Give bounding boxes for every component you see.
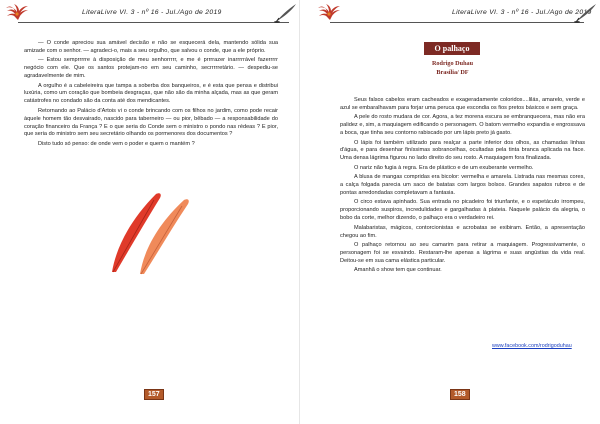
- phoenix-logo-icon: [316, 2, 342, 24]
- running-header: LiteraLivre VI. 3 - nº 16 - Jul./Ago de 2019: [452, 9, 592, 16]
- phoenix-logo-icon: [4, 2, 30, 24]
- paragraph: — Estou semprrrrre à disposição de meu senhorrrrr, e me é prrrrazer inarrrrrável fazerrrrr negócio com ele. Que os santos protejam-no em seu caminho, secrrrrretário. — despediu-se agradavelmente de mim.: [24, 57, 278, 80]
- paragraph: Malabaristas, mágicos, contorcionistas e acrobatas se exibiram. Então, a apresentação chegou ao fim.: [340, 224, 585, 239]
- quill-pen-icon: [272, 2, 298, 24]
- story-title: O palhaço: [424, 42, 480, 55]
- feathers-illustration-icon: [104, 188, 196, 276]
- left-body-text: [24, 40, 278, 150]
- paragraph: Seus falsos cabelos eram cacheados e exageradamente coloridos....lilás, amarelo, verde e azul se embaralhavam para forjar uma peruca que escondia os fios pretos básicos e sem graça.: [340, 97, 585, 111]
- paragraph: A orgulho é a cabeleireira que tampa a soberba dos banqueiros, e é esta que pensa e distribui luxúria, como um coração que bombeia desgraças, que não são da minha alçada, mas as que geram catástrofes no condado são da conta até dos mendicantes.: [24, 82, 278, 105]
- paragraph: Disto tudo só penso: de onde vem o poder e quem o mantém ?: [38, 140, 195, 147]
- paragraph: O circo estava apinhado. Sua entrada no picadeiro foi triunfante, e o espetáculo irrompeu, proporcionando suspiros, incredulidades e gargalhadas à plateia. Naquele palácio da alegria, o bobo da corte, melhor dizendo, o palhaço era o verdadeiro rei.: [340, 199, 585, 222]
- right-page: [300, 0, 600, 424]
- paragraph: O lápis foi também utilizado para realçar a parte inferior dos olhos, as chamadas linhas d'água, e para desenhar finíssimas sobrancelhas, ocultadas pela tinta branca aplicada na face. Uma densa lágrima figurou no lado direito do seu rosto. A maquiagem fora finalizada.: [340, 139, 585, 162]
- paragraph: Retornando ao Palácio d'Artois vi o conde brincando com os filhos no jardim, como pode recair àquele homem tão desvairado, nascido para taberneiro — ou pior, bêbado — a responsabilidade do coração financeiro da França ? E o que seria do Conde sem o ministro o pondo nas rédeas ? E pior, que seria do ministro sem seu secretário olhando os pormenores dos documentos ?: [24, 107, 278, 138]
- running-header: LiteraLivre VI. 3 - nº 16 - Jul./Ago de 2019: [82, 9, 222, 16]
- author-name: Rodrigo Duhau: [431, 60, 474, 67]
- author-facebook-link[interactable]: www.facebook.com/rodrigoduhau: [492, 343, 572, 349]
- page-number: 157: [144, 389, 164, 400]
- paragraph: — O conde apreciou sua amável decisão e não se esquecerá dela, mantendo sólida sua amizade com o senhor. — agradeci-o, mais a seu orgulho, que salvou o conde, que a ele próprio.: [24, 40, 278, 54]
- page-number: 158: [450, 389, 470, 400]
- paragraph: O nariz não fugia à regra. Era de plástico e de um exuberante vermelho.: [354, 164, 534, 171]
- author-block: [400, 60, 505, 77]
- author-location: Brasília/ DF: [436, 68, 469, 76]
- paragraph: O palhaço retornou ao seu camarim para retirar a maquiagem. Progressivamente, o personagem foi se esvaindo. Restaram-lhe apenas a lágrima e suas angústias da vida real. Deitou-se em sua cama elástica particular.: [340, 241, 585, 264]
- right-body-text: [340, 97, 585, 277]
- paragraph: A blusa de mangas compridas era bicolor: vermelha e amarela. Listrada nas mesmas cores, a calça folgada parecia um saco de batatas com largos bolsos. Grandes sapatos rubros e de pontas arredondadas completavam a fantasia.: [340, 174, 585, 196]
- paragraph: A pele do rosto mudara de cor. Agora, a tez morena escura se embranquecera, mas não era palidez e, sim, a maquiagem edificando o personagem. O batom vermelho expandia e engrossava a boca, que tinha seu contorno rabiscado por um lápis preto já gasto.: [340, 114, 585, 137]
- paragraph: Amanhã o show tem que continuar.: [354, 267, 442, 274]
- header-rule: [18, 22, 289, 23]
- quill-pen-icon: [572, 2, 598, 24]
- header-rule: [330, 22, 584, 23]
